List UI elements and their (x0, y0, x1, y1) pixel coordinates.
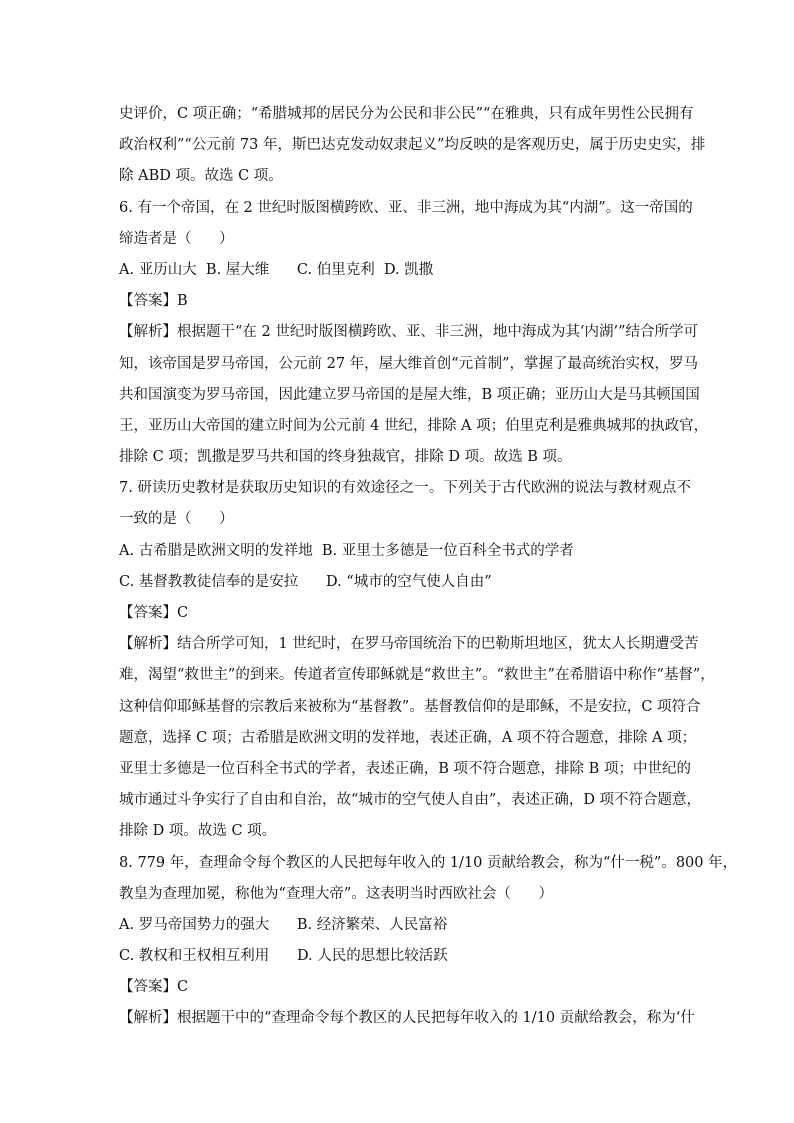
question-7-analysis: 难，渴望“救世主”的到来。传道者宣传耶稣就是“救世主”。“救世主”在希腊语中称作“基督”， (119, 667, 715, 684)
question-7-stem: 一致的是（ ） (119, 511, 234, 528)
question-6-analysis: 王，亚历山大帝国的建立时间为公元前 4 世纪，排除 A 项；伯里克利是雅典城邦的执政官， (119, 417, 709, 434)
question-6-options: A. 亚历山大 B. 屋大维 C. 伯里克利 D. 凯撒 (119, 261, 434, 278)
question-6-analysis: 【解析】根据题干“在 2 世纪时版图横跨欧、亚、非三洲，地中海成为其‘内湖’”结合所学可 (119, 324, 698, 341)
text-line: 史评价，C 项正确；“希腊城邦的居民分为公民和非公民”“在雅典，只有成年男性公民拥有 (119, 106, 694, 122)
question-8-stem: 8. 779 年，查理命令每个教区的人民把每年收入的 1/10 贡献给教会，称为“什一税”。800 年， (119, 854, 738, 871)
question-6-stem: 6. 有一个帝国，在 2 世纪时版图横跨欧、亚、非三洲，地中海成为其“内湖”。这一帝国的 (119, 199, 693, 216)
question-7-options: A. 古希腊是欧洲文明的发祥地 B. 亚里士多德是一位百科全书式的学者 (119, 542, 574, 559)
question-6-analysis: 共和国演变为罗马帝国，因此建立罗马帝国的是屋大维，B 项正确；亚历山大是马其顿国国 (119, 386, 700, 403)
question-7-analysis: 题意，选择 C 项；古希腊是欧洲文明的发祥地，表述正确，A 项不符合题意，排除 A 项； (119, 729, 697, 746)
question-7-analysis: 这种信仰耶稣基督的宗教后来被称为“基督教”。基督教信仰的是耶稣，不是安拉，C 项符合 (119, 698, 701, 715)
question-8-analysis: 【解析】根据题干中的“查理命令每个教区的人民把每年收入的 1/10 贡献给教会，称为‘什 (119, 1010, 695, 1027)
text-line: 除 ABD 项。故选 C 项。 (119, 168, 283, 185)
question-8-options: A. 罗马帝国势力的强大 B. 经济繁荣、人民富裕 (119, 916, 448, 933)
document-page (119, 99, 738, 1035)
question-7-analysis: 排除 D 项。故选 C 项。 (119, 823, 277, 840)
question-7-stem: 7. 研读历史教材是获取历史知识的有效途径之一。下列关于古代欧洲的说法与教材观点不 (119, 480, 691, 497)
question-8-answer: 【答案】C (119, 979, 189, 996)
question-8-stem: 教皇为查理加冕，称他为“查理大帝”。这表明当时西欧社会（ ） (119, 885, 553, 902)
question-7-analysis: 城市通过斗争实行了自由和自治，故“城市的空气使人自由”，表述正确，D 项不符合题意， (119, 792, 702, 809)
question-6-analysis: 知，该帝国是罗马帝国，公元前 27 年，屋大维首创“元首制”，掌握了最高统治实权，罗马 (119, 355, 698, 372)
question-7-analysis: 亚里士多德是一位百科全书式的学者，表述正确，B 项不符合题意，排除 B 项；中世纪的 (119, 760, 691, 777)
question-7-answer: 【答案】C (119, 605, 189, 621)
question-6-answer: 【答案】B (119, 293, 188, 310)
question-6-stem: 缔造者是（ ） (119, 230, 234, 247)
text-line: 政治权利”“公元前 73 年，斯巴达克发动奴隶起义”均反映的是客观历史，属于历史史实，排 (119, 137, 706, 154)
question-6-analysis: 排除 C 项；凯撒是罗马共和国的终身独裁官，排除 D 项。故选 B 项。 (119, 449, 572, 466)
question-7-options: C. 基督教教徒信奉的是安拉 D. “城市的空气使人自由” (119, 573, 492, 590)
question-8-options: C. 教权和王权相互利用 D. 人民的思想比较活跃 (119, 948, 448, 965)
question-7-analysis: 【解析】结合所学可知，1 世纪时，在罗马帝国统治下的巴勒斯坦地区，犹太人长期遭受苦 (119, 636, 699, 653)
